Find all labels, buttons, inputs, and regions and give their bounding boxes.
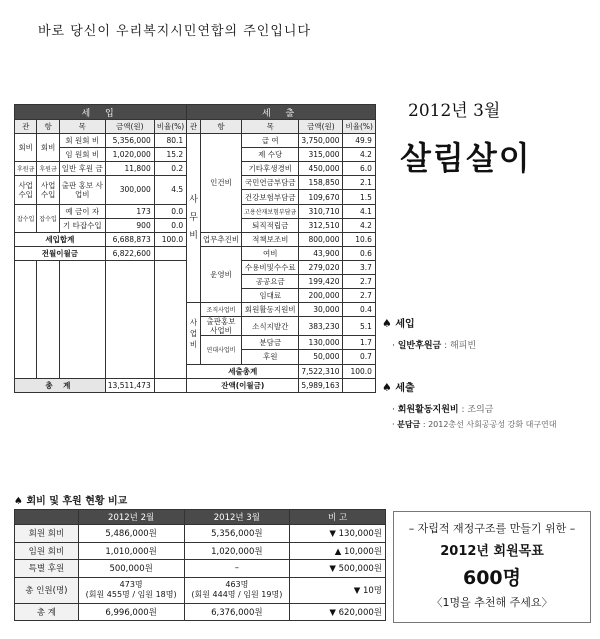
income-note-heading: [382, 315, 597, 330]
col-mok: 목: [242, 120, 299, 134]
income-amount: 5,356,000: [105, 134, 154, 148]
goal-target: 600명: [462, 567, 521, 589]
expense-amount: 200,000: [299, 289, 343, 303]
income-amount: 173: [105, 204, 154, 218]
income-item: 예 금이 자: [59, 204, 105, 218]
income-note-item: · 일반후원금 : 해피빈: [392, 341, 477, 351]
col-feb: 2012년 2월: [78, 510, 184, 525]
income-ratio: 4.5: [154, 176, 186, 204]
note-key: 분담금: [397, 420, 421, 429]
month-label: 2012년 3월: [408, 101, 501, 121]
expense-amount: 279,020: [299, 260, 343, 274]
expense-item: 고용산재보험부담금: [242, 204, 299, 218]
expense-header: 세 출: [187, 105, 376, 120]
expense-item: 퇴직적립금: [242, 218, 299, 232]
expense-amount: 3,750,000: [299, 134, 343, 148]
income-item: 기 타잡수입: [59, 218, 105, 232]
expense-ratio: 10.6: [343, 232, 375, 246]
expense-item: 회원활동지원비: [242, 303, 299, 317]
income-total-label: 세입합계: [15, 232, 106, 246]
feb-value: 5,486,000원: [78, 525, 184, 543]
grand-total-amount: 13,511,473: [105, 378, 154, 392]
empty-cell: [154, 246, 186, 260]
title-block: [400, 96, 590, 179]
expense-ratio: 2.7: [343, 275, 375, 289]
col-gwan: 관: [15, 120, 37, 134]
col-mar: 2012년 3월: [184, 510, 290, 525]
expense-hang: 운영비: [200, 246, 241, 302]
income-amount: 1,020,000: [105, 148, 154, 162]
mar-count: 463명: [225, 580, 249, 589]
empty-cell: [154, 260, 186, 378]
income-header: 세 입: [15, 105, 187, 120]
expense-amount: 130,000: [299, 336, 343, 350]
expense-ratio: 0.7: [343, 350, 375, 364]
slogan: 바로 당신이 우리복지시민연합의 주인입니다: [38, 24, 311, 39]
grand-total-label: 총 계: [15, 378, 106, 392]
income-gwan: 사업 수입: [15, 176, 37, 204]
expense-hang: 연대사업비: [200, 336, 241, 364]
expense-gwan: 사 업 비: [187, 303, 201, 364]
col-cmp: 비 고: [290, 510, 386, 525]
income-gwan: 회비: [15, 134, 37, 162]
expense-gwan: 사 무 비: [187, 134, 201, 303]
expense-item: 여비: [242, 246, 299, 260]
row-label: 임원 회비: [15, 542, 79, 560]
ledger-table: [14, 104, 376, 393]
expense-amount: 30,000: [299, 303, 343, 317]
row-label: 총 인원(명): [15, 577, 79, 603]
expense-note-item: · 분담금 : 2012총선 사회공공성 강화 대구연대: [392, 420, 557, 429]
col-gwan: 관: [187, 120, 201, 134]
income-item: 출판 홍보 사업비: [59, 176, 105, 204]
expense-ratio: 2.1: [343, 176, 375, 190]
expense-amount: 43,900: [299, 246, 343, 260]
income-item: 일반 후원 금: [59, 162, 105, 176]
carryover-amount: 6,822,600: [105, 246, 154, 260]
expense-amount: 383,230: [299, 317, 343, 336]
page-title: 살림살이: [400, 139, 532, 177]
empty-cell: [343, 378, 375, 392]
expense-amount: 450,000: [299, 162, 343, 176]
cmp-value: ▼ 10명: [290, 577, 386, 603]
membership-goal-box: [393, 511, 591, 623]
expense-amount: 50,000: [299, 350, 343, 364]
income-hang: 잡수입: [37, 204, 59, 232]
expense-ratio: 49.9: [343, 134, 375, 148]
expense-item: 제 수당: [242, 148, 299, 162]
expense-note-heading: [382, 379, 597, 394]
expense-item: 후원: [242, 350, 299, 364]
expense-amount: 199,420: [299, 275, 343, 289]
goal-call-to-action: 〈1명을 추천해 주세요〉: [431, 596, 553, 609]
empty-cell: [15, 260, 37, 378]
mar-value: –: [184, 560, 290, 578]
expense-amount: 310,710: [299, 204, 343, 218]
row-label: 총 계: [15, 603, 79, 621]
expense-ratio: 4.2: [343, 218, 375, 232]
income-ratio: 0.0: [154, 218, 186, 232]
feb-count: 473명: [119, 580, 143, 589]
mar-value: 6,376,000원: [184, 603, 290, 621]
income-amount: 300,000: [105, 176, 154, 204]
expense-ratio: 2.7: [343, 289, 375, 303]
cmp-value: ▼ 130,000원: [290, 525, 386, 543]
income-hang: 회비: [37, 134, 59, 162]
table-row: [15, 577, 386, 603]
mar-breakdown: (회원 444명 / 임원 19명): [191, 590, 283, 599]
comparison-table: [14, 509, 386, 621]
expense-amount: 312,510: [299, 218, 343, 232]
expense-hang: 업무추진비: [200, 232, 241, 246]
expense-ratio: 4.2: [343, 148, 375, 162]
comparison-heading: [14, 492, 127, 507]
mar-value: 1,020,000원: [184, 542, 290, 560]
income-total-ratio: 100.0: [154, 232, 186, 246]
income-note-title: 세입: [395, 319, 415, 330]
income-gwan: 후원금: [15, 162, 37, 176]
expense-total-amount: 7,522,310: [299, 364, 343, 378]
spade-icon: ♠: [14, 496, 23, 507]
mar-value: 5,356,000원: [184, 525, 290, 543]
expense-total-label: 세출총계: [187, 364, 299, 378]
col-amount: 금액(원): [299, 120, 343, 134]
expense-item: 적책보조비: [242, 232, 299, 246]
mar-value: [184, 577, 290, 603]
expense-ratio: 4.1: [343, 204, 375, 218]
income-total-amount: 6,688,873: [105, 232, 154, 246]
expense-amount: 800,000: [299, 232, 343, 246]
balance-label: 잔액(이월금): [187, 378, 299, 392]
income-hang: 사업 수입: [37, 176, 59, 204]
expense-amount: 109,670: [299, 190, 343, 204]
note-key: 회원활동지원비: [397, 405, 459, 415]
expense-ratio: 3.7: [343, 260, 375, 274]
col-mok: 목: [59, 120, 105, 134]
col-hang: 항: [37, 120, 59, 134]
income-ratio: 80.1: [154, 134, 186, 148]
expense-item: 국민연금부담금: [242, 176, 299, 190]
income-amount: 900: [105, 218, 154, 232]
carryover-label: 전월이월금: [15, 246, 106, 260]
note-key: 일반후원금: [397, 341, 442, 351]
expense-item: 공공요금: [242, 275, 299, 289]
cmp-value: ▼ 620,000원: [290, 603, 386, 621]
goal-subtitle: – 자립적 재정구조를 만들기 위한 –: [408, 522, 576, 535]
expense-amount: 315,000: [299, 148, 343, 162]
income-gwan: 잡수입: [15, 204, 37, 232]
expense-ratio: 5.1: [343, 317, 375, 336]
expense-item: 급 여: [242, 134, 299, 148]
empty-cell: [105, 260, 154, 378]
expense-item: 수용비및수수료: [242, 260, 299, 274]
goal-title: 2012년 회원목표: [440, 544, 544, 559]
expense-ratio: 6.0: [343, 162, 375, 176]
expense-ratio: 1.5: [343, 190, 375, 204]
expense-item: 임대료: [242, 289, 299, 303]
row-label: 특별 후원: [15, 560, 79, 578]
empty-cell: [154, 378, 186, 392]
table-row: [15, 542, 386, 560]
empty-cell: [59, 260, 105, 378]
income-item: 회 원회 비: [59, 134, 105, 148]
col-hang: 항: [200, 120, 241, 134]
income-ratio: 0.0: [154, 204, 186, 218]
empty-cell: [37, 260, 59, 378]
expense-ratio: 0.4: [343, 303, 375, 317]
expense-hang: 출판홍보 사업비: [200, 317, 241, 336]
feb-breakdown: (회원 455명 / 임원 18명): [85, 590, 177, 599]
cmp-value: ▼ 500,000원: [290, 560, 386, 578]
expense-ratio: 1.7: [343, 336, 375, 350]
row-label: 회원 회비: [15, 525, 79, 543]
income-hang: 후원금: [37, 162, 59, 176]
expense-amount: 158,850: [299, 176, 343, 190]
expense-item: 건강보험부담금: [242, 190, 299, 204]
balance-amount: 5,989,163: [299, 378, 343, 392]
expense-note-title: 세출: [395, 383, 415, 394]
expense-hang: 인건비: [200, 134, 241, 233]
col-ratio: 비율(%): [343, 120, 375, 134]
spade-icon: ♠: [382, 317, 392, 330]
expense-hang: 조직사업비: [200, 303, 241, 317]
table-row: [15, 525, 386, 543]
expense-total-ratio: 100.0: [343, 364, 375, 378]
feb-value: 500,000원: [78, 560, 184, 578]
spade-icon: ♠: [382, 381, 392, 394]
table-row: [15, 603, 386, 621]
note-value: : 해피빈: [444, 341, 477, 351]
income-ratio: 0.2: [154, 162, 186, 176]
corner-cell: [15, 510, 79, 525]
note-value: : 2012총선 사회공공성 강화 대구연대: [422, 420, 557, 429]
income-ratio: 15.2: [154, 148, 186, 162]
col-ratio: 비율(%): [154, 120, 186, 134]
income-amount: 11,800: [105, 162, 154, 176]
feb-value: 1,010,000원: [78, 542, 184, 560]
col-amount: 금액(원): [105, 120, 154, 134]
table-row: [15, 560, 386, 578]
expense-item: 기타후생경비: [242, 162, 299, 176]
cmp-value: ▲ 10,000원: [290, 542, 386, 560]
feb-value: 6,996,000원: [78, 603, 184, 621]
comparison-title: 회비 및 후원 현황 비교: [26, 496, 128, 507]
notes-section: [382, 315, 597, 434]
expense-note-item: · 회원활동지원비 : 조의금: [392, 405, 494, 415]
note-value: : 조의금: [461, 405, 494, 415]
income-item: 임 원회 비: [59, 148, 105, 162]
feb-value: [78, 577, 184, 603]
expense-item: 분담금: [242, 336, 299, 350]
expense-item: 소식지발간: [242, 317, 299, 336]
expense-ratio: 0.6: [343, 246, 375, 260]
